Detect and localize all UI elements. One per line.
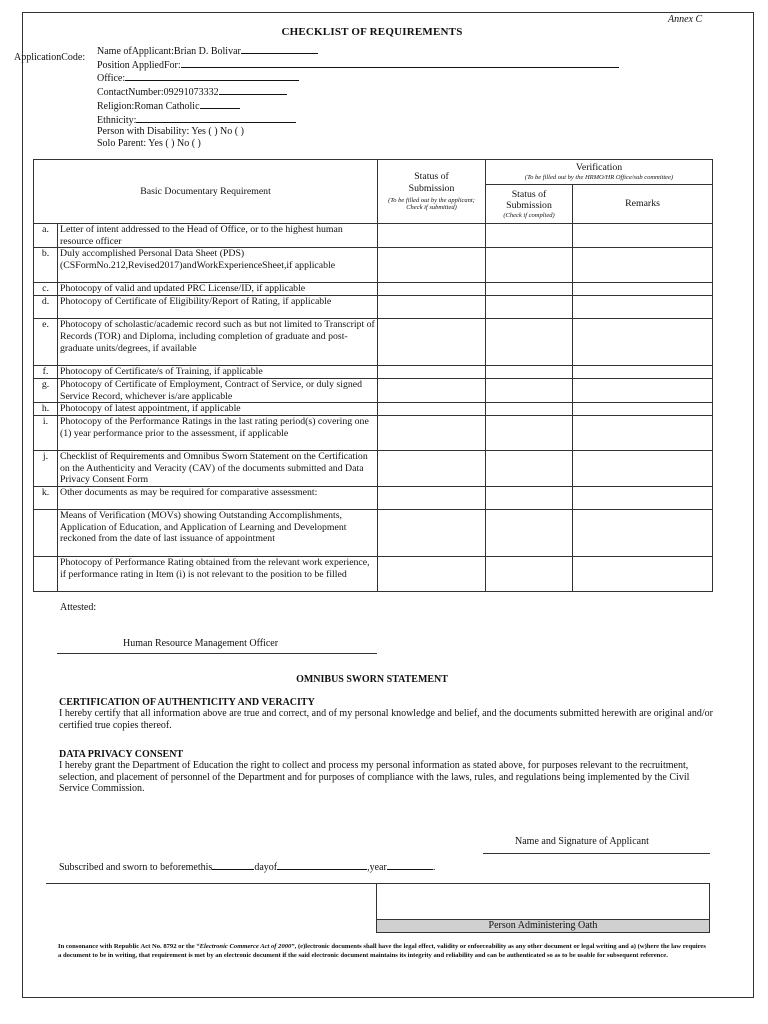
- applicant-signature-label: Name and Signature of Applicant: [515, 836, 649, 847]
- header-verification-note: (To be filled out by the HRMO/HR Office/sub committee): [524, 174, 674, 182]
- attested-label: Attested:: [60, 602, 97, 613]
- hrmo-signature-line: [57, 653, 377, 654]
- contact-label: ContactNumber:: [97, 87, 164, 99]
- status-cell[interactable]: [378, 366, 486, 379]
- day-field[interactable]: [212, 860, 254, 870]
- row-requirement: Checklist of Requirements and Omnibus Sworn Statement on the Certification on the Authenticity and Veracity (CAV) of the documents submitted and Data Privacy Consent Form: [58, 450, 378, 486]
- status-cell[interactable]: [378, 487, 486, 510]
- row-letter: b.: [34, 248, 58, 283]
- footnote-part-2: ”, (e)lectronic documents shall have the legal effect, validity or enforceability as any other document or legal writing and a) (w)here the law requires a document to be in writing, that requirement is met by an electronic document if the said electronic document maintains its integrity and reliability and can be authenticated so as to be usable for subsequent reference.: [58, 943, 706, 959]
- row-requirement: Duly accomplished Personal Data Sheet (PDS) (CSFormNo.212,Revised2017)andWorkExperienceSheet,if applicable: [58, 248, 378, 283]
- privacy-section: [59, 749, 719, 795]
- remarks-cell[interactable]: [573, 283, 713, 296]
- religion-label: Religion:: [97, 100, 135, 112]
- row-letter: a.: [34, 224, 58, 248]
- name-value: Brian D. Bolivar: [173, 46, 241, 57]
- status-cell[interactable]: [378, 224, 486, 248]
- verification-status-cell[interactable]: [486, 487, 573, 510]
- separator-line: [46, 883, 376, 884]
- verification-status-cell[interactable]: [486, 450, 573, 486]
- row-letter: e.: [34, 319, 58, 366]
- verification-status-cell[interactable]: [486, 283, 573, 296]
- row-requirement: Photocopy of scholastic/academic record such as but not limited to Transcript of Records (TOR) and Diploma, including completion of graduate and post-graduate units/degrees, if available: [58, 319, 378, 366]
- header-status-label: Status of Submission: [408, 171, 455, 194]
- remarks-cell[interactable]: [573, 248, 713, 283]
- remarks-cell[interactable]: [573, 557, 713, 592]
- privacy-text: I hereby grant the Department of Education the right to collect and process my personal information as stated above, for purposes relevant to the recruitment, selection, and placement of personnel of the Department and for purposes of compliance with the laws, rules, and regulations being implemented by the Civil Service Commission.: [59, 760, 690, 794]
- verification-status-cell[interactable]: [486, 557, 573, 592]
- header-ver-status-label: Status of Submission: [506, 188, 552, 212]
- sworn-text-2: dayof: [254, 862, 278, 873]
- table-row: [34, 403, 713, 416]
- row-letter: c.: [34, 283, 58, 296]
- remarks-cell[interactable]: [573, 366, 713, 379]
- position-label: Position AppliedFor:: [97, 59, 181, 71]
- row-requirement: Photocopy of Certificate/s of Training, if applicable: [58, 366, 378, 379]
- header-requirement: Basic Documentary Requirement: [34, 160, 378, 224]
- verification-status-cell[interactable]: [486, 403, 573, 416]
- row-letter: h.: [34, 403, 58, 416]
- header-ver-status-note: (Check if complied): [503, 211, 555, 219]
- sworn-text-4: .: [432, 862, 436, 873]
- cav-text: I hereby certify that all information above are true and correct, and of my personal knowledge and belief, and the documents submitted herewith are original and/or certified true copies thereof.: [59, 708, 713, 731]
- verification-status-cell[interactable]: [486, 510, 573, 557]
- header-status-note: (To be filled out by the applicant; Check if submitted): [388, 196, 475, 212]
- row-letter: [34, 557, 58, 592]
- religion-value: Roman Catholic: [134, 100, 200, 112]
- remarks-cell[interactable]: [573, 450, 713, 486]
- row-letter: j.: [34, 450, 58, 486]
- row-letter: [34, 510, 58, 557]
- row-letter: k.: [34, 487, 58, 510]
- name-underline: [241, 44, 318, 54]
- applicant-signature-line: [483, 853, 710, 854]
- remarks-cell[interactable]: [573, 378, 713, 402]
- table-row: [34, 378, 713, 402]
- privacy-heading: DATA PRIVACY CONSENT: [59, 749, 184, 760]
- solo-parent-line: Solo Parent: Yes ( ) No ( ): [97, 137, 201, 149]
- religion-underline: [200, 99, 240, 109]
- requirements-body: [34, 224, 713, 592]
- footnote-part-1: In consonance with Republic Act No. 8792 or the “: [58, 943, 200, 950]
- row-requirement: Means of Verification (MOVs) showing Outstanding Accomplishments, Application of Education, and Application of Learning and Development reckoned from the date of last issuance of appointment: [58, 510, 378, 557]
- requirements-table: [33, 159, 713, 592]
- ethnicity-label: Ethnicity:: [97, 114, 137, 126]
- row-requirement: Photocopy of Performance Rating obtained from the relevant work experience, if performance rating in Item (i) is not relevant to the position to be filled: [58, 557, 378, 592]
- footnote: [58, 942, 708, 960]
- row-letter: d.: [34, 296, 58, 319]
- table-row: [34, 283, 713, 296]
- table-row: [34, 319, 713, 366]
- row-requirement: Other documents as may be required for comparative assessment:: [58, 487, 378, 510]
- remarks-cell[interactable]: [573, 415, 713, 450]
- remarks-cell[interactable]: [573, 403, 713, 416]
- verification-status-cell[interactable]: [486, 378, 573, 402]
- status-cell[interactable]: [378, 296, 486, 319]
- row-letter: i.: [34, 415, 58, 450]
- status-cell[interactable]: [378, 403, 486, 416]
- table-row: [34, 366, 713, 379]
- table-row: [34, 487, 713, 510]
- verification-status-cell[interactable]: [486, 296, 573, 319]
- page-title: CHECKLIST OF REQUIREMENTS: [281, 26, 463, 38]
- status-cell[interactable]: [378, 319, 486, 366]
- header-verification: [486, 160, 713, 185]
- row-requirement: Photocopy of Certificate of Eligibility/Report of Rating, if applicable: [58, 296, 378, 319]
- cav-section: [59, 697, 719, 731]
- header-remarks: Remarks: [573, 185, 713, 224]
- month-field[interactable]: [277, 860, 367, 870]
- verification-status-cell[interactable]: [486, 319, 573, 366]
- application-code-label: ApplicationCode:: [14, 52, 86, 63]
- header-ver-status: [486, 185, 573, 224]
- status-cell[interactable]: [378, 248, 486, 283]
- sworn-text-3: ,year: [367, 862, 387, 873]
- remarks-cell[interactable]: [573, 224, 713, 248]
- status-cell[interactable]: [378, 283, 486, 296]
- status-cell[interactable]: [378, 510, 486, 557]
- row-requirement: Photocopy of Certificate of Employment, Contract of Service, or duly signed Service Record, whichever is/are applicable: [58, 378, 378, 402]
- verification-status-cell[interactable]: [486, 366, 573, 379]
- status-cell[interactable]: [378, 450, 486, 486]
- footnote-act-name: Electronic Commerce Act of 2000: [199, 943, 292, 950]
- contact-underline: [219, 85, 287, 95]
- verification-status-cell[interactable]: [486, 224, 573, 248]
- remarks-cell[interactable]: [573, 487, 713, 510]
- verification-status-cell[interactable]: [486, 248, 573, 283]
- year-field[interactable]: [387, 860, 433, 870]
- name-label: Name ofApplicant:: [97, 46, 174, 57]
- annex-label: Annex C: [668, 14, 703, 25]
- header-status: [378, 160, 486, 224]
- table-row: [34, 248, 713, 283]
- sworn-line: [59, 860, 435, 873]
- oath-title: OMNIBUS SWORN STATEMENT: [296, 674, 448, 685]
- status-cell[interactable]: [378, 415, 486, 450]
- table-row: [34, 510, 713, 557]
- hrmo-label: Human Resource Management Officer: [123, 638, 279, 649]
- remarks-cell[interactable]: [573, 319, 713, 366]
- cav-heading: CERTIFICATION OF AUTHENTICITY AND VERACITY: [59, 697, 315, 708]
- row-requirement: Letter of intent addressed to the Head of Office, or to the highest human resource officer: [58, 224, 378, 248]
- contact-value: 09291073332: [163, 87, 219, 99]
- row-requirement: Photocopy of latest appointment, if applicable: [58, 403, 378, 416]
- table-row: [34, 296, 713, 319]
- row-requirement: Photocopy of valid and updated PRC License/ID, if applicable: [58, 283, 378, 296]
- status-cell[interactable]: [378, 557, 486, 592]
- sworn-text-1: Subscribed and sworn to beforemethis: [59, 862, 213, 873]
- applicant-info: [97, 44, 619, 150]
- table-row: [34, 557, 713, 592]
- remarks-cell[interactable]: [573, 510, 713, 557]
- row-requirement: Photocopy of the Performance Ratings in the last rating period(s) covering one (1) year performance prior to the assessment, if applicable: [58, 415, 378, 450]
- oath-box: [376, 883, 710, 933]
- row-letter: f.: [34, 366, 58, 379]
- pwd-line: Person with Disability: Yes ( ) No ( ): [97, 126, 244, 138]
- remarks-cell[interactable]: [573, 296, 713, 319]
- table-row: [34, 450, 713, 486]
- table-row: [34, 224, 713, 248]
- header-verification-label: Verification: [575, 162, 623, 174]
- office-field[interactable]: [125, 71, 299, 81]
- verification-status-cell[interactable]: [486, 415, 573, 450]
- status-cell[interactable]: [378, 378, 486, 402]
- office-label: Office:: [97, 73, 126, 85]
- row-letter: g.: [34, 378, 58, 402]
- ethnicity-field[interactable]: [136, 113, 296, 123]
- table-row: [34, 415, 713, 450]
- position-field[interactable]: [181, 58, 619, 68]
- administering-label: Person Administering Oath: [377, 919, 709, 932]
